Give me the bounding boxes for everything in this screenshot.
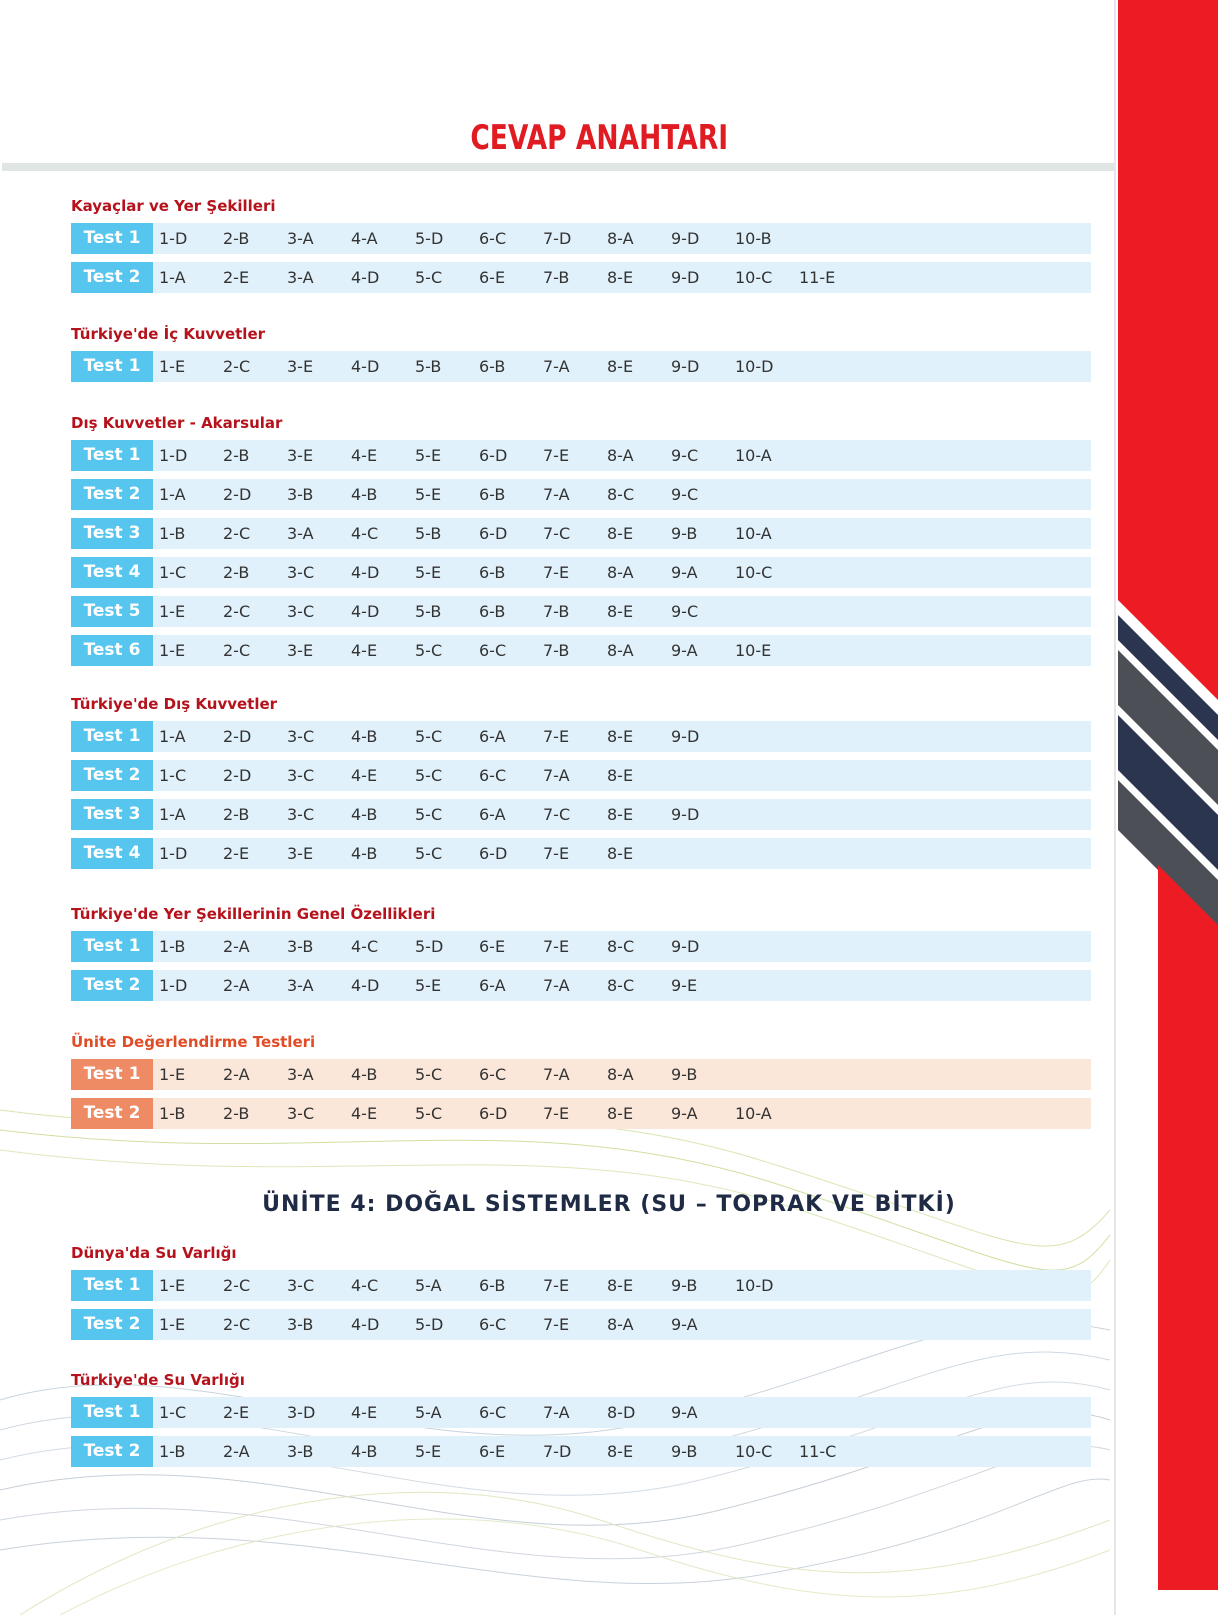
answer: 10-C — [735, 563, 773, 582]
test-label: Test 1 — [71, 351, 153, 382]
answer: 7-C — [543, 805, 571, 824]
answer: 6-B — [479, 602, 506, 621]
answer: 3-C — [287, 563, 315, 582]
unit-title: ÜNİTE 4: DOĞAL SİSTEMLER (SU – TOPRAK VE BİTKİ) — [262, 1192, 956, 1217]
answer: 8-A — [607, 1315, 634, 1334]
section-dis-kuvvetler-akarsular — [71, 410, 1091, 674]
answer: 3-C — [287, 1104, 315, 1123]
answer: 7-E — [543, 1315, 570, 1334]
answer: 2-A — [223, 1065, 250, 1084]
answer: 7-C — [543, 524, 571, 543]
answer-row — [71, 440, 1091, 471]
section-heading: Kayaçlar ve Yer Şekilleri — [71, 197, 276, 215]
answer: 5-E — [415, 446, 442, 465]
answer: 5-E — [415, 485, 442, 504]
answer: 4-C — [351, 1276, 379, 1295]
test-label: Test 1 — [71, 1270, 153, 1301]
answer: 7-B — [543, 268, 570, 287]
answer: 3-B — [287, 937, 314, 956]
answer: 8-E — [607, 727, 634, 746]
answer: 4-B — [351, 1442, 378, 1461]
answer: 9-C — [671, 485, 699, 504]
answer: 3-C — [287, 602, 315, 621]
answer: 2-A — [223, 976, 250, 995]
answer: 5-E — [415, 976, 442, 995]
answer: 6-E — [479, 1442, 506, 1461]
answer: 1-D — [159, 229, 188, 248]
answer: 5-E — [415, 563, 442, 582]
answer: 3-A — [287, 229, 314, 248]
answer-row — [71, 596, 1091, 627]
answer: 1-B — [159, 937, 186, 956]
section-kayaclar — [71, 193, 1091, 301]
answer: 9-D — [671, 727, 700, 746]
answer: 2-C — [223, 641, 251, 660]
answer: 10-D — [735, 1276, 774, 1295]
section-ic-kuvvetler — [71, 321, 1091, 390]
answer: 8-E — [607, 766, 634, 785]
answer-row — [71, 1397, 1091, 1428]
answer: 6-C — [479, 641, 507, 660]
answer: 6-B — [479, 1276, 506, 1295]
answer: 3-B — [287, 1442, 314, 1461]
test-label: Test 4 — [71, 557, 153, 588]
section-heading: Türkiye'de Su Varlığı — [71, 1371, 245, 1389]
answer: 9-B — [671, 1276, 698, 1295]
answer: 7-B — [543, 602, 570, 621]
answer: 6-A — [479, 805, 506, 824]
answer-row — [71, 931, 1091, 962]
answer: 10-C — [735, 1442, 773, 1461]
answer: 7-A — [543, 766, 570, 785]
answer: 7-D — [543, 1442, 572, 1461]
answer: 1-C — [159, 563, 187, 582]
section-unite-degerlendirme — [71, 1029, 1091, 1137]
answer-row — [71, 223, 1091, 254]
answer: 4-D — [351, 1315, 380, 1334]
answer: 8-A — [607, 641, 634, 660]
answer-row — [71, 518, 1091, 549]
answer-row — [71, 970, 1091, 1001]
answer: 5-C — [415, 641, 443, 660]
answer: 2-E — [223, 1403, 250, 1422]
answer: 2-E — [223, 268, 250, 287]
answer: 5-A — [415, 1276, 442, 1295]
answer: 5-C — [415, 268, 443, 287]
title-divider — [2, 163, 1114, 171]
answer: 6-D — [479, 524, 508, 543]
answer: 8-E — [607, 1104, 634, 1123]
answer-row — [71, 1270, 1091, 1301]
answer: 7-A — [543, 1403, 570, 1422]
answer: 3-B — [287, 1315, 314, 1334]
test-label: Test 4 — [71, 838, 153, 869]
answer: 10-A — [735, 1104, 772, 1123]
answer: 6-D — [479, 844, 508, 863]
answer-row — [71, 838, 1091, 869]
answer: 5-B — [415, 602, 442, 621]
answer: 4-E — [351, 641, 378, 660]
answer: 8-A — [607, 563, 634, 582]
answer: 2-A — [223, 1442, 250, 1461]
answer: 5-B — [415, 357, 442, 376]
test-label: Test 6 — [71, 635, 153, 666]
answer: 1-C — [159, 766, 187, 785]
answer: 9-B — [671, 1065, 698, 1084]
answer: 4-B — [351, 1065, 378, 1084]
answer: 4-E — [351, 1104, 378, 1123]
page-title: CEVAP ANAHTARI — [470, 118, 729, 158]
answer: 6-C — [479, 1315, 507, 1334]
answer: 8-C — [607, 937, 635, 956]
answer: 1-A — [159, 485, 186, 504]
test-label: Test 1 — [71, 1059, 153, 1090]
answer: 5-C — [415, 805, 443, 824]
answer: 9-D — [671, 937, 700, 956]
answer: 9-B — [671, 524, 698, 543]
answer: 3-E — [287, 844, 314, 863]
side-stripe-decoration — [1114, 0, 1218, 1615]
answer: 5-A — [415, 1403, 442, 1422]
answer: 3-A — [287, 976, 314, 995]
answer: 4-A — [351, 229, 378, 248]
answer: 3-C — [287, 1276, 315, 1295]
answer: 4-E — [351, 1403, 378, 1422]
answer: 1-A — [159, 268, 186, 287]
answer: 2-C — [223, 1276, 251, 1295]
answer: 11-E — [799, 268, 836, 287]
answer: 1-E — [159, 1065, 186, 1084]
answer-row — [71, 760, 1091, 791]
answer: 5-D — [415, 1315, 444, 1334]
section-heading: Türkiye'de İç Kuvvetler — [71, 325, 266, 343]
answer: 7-E — [543, 563, 570, 582]
answer: 6-B — [479, 563, 506, 582]
answer: 1-A — [159, 805, 186, 824]
answer: 3-C — [287, 805, 315, 824]
answer: 1-D — [159, 446, 188, 465]
answer: 10-C — [735, 268, 773, 287]
answer: 2-B — [223, 1104, 250, 1123]
answer: 6-E — [479, 937, 506, 956]
answer: 9-C — [671, 446, 699, 465]
answer: 1-D — [159, 844, 188, 863]
answer: 9-C — [671, 602, 699, 621]
answer: 5-C — [415, 766, 443, 785]
test-label: Test 5 — [71, 596, 153, 627]
test-label: Test 3 — [71, 799, 153, 830]
answer: 5-C — [415, 1104, 443, 1123]
test-label: Test 2 — [71, 479, 153, 510]
answer: 10-D — [735, 357, 774, 376]
answer: 9-D — [671, 357, 700, 376]
wave-lines-decoration — [0, 1110, 1110, 1615]
answer: 3-B — [287, 485, 314, 504]
answer: 1-B — [159, 1104, 186, 1123]
answer: 8-C — [607, 976, 635, 995]
answer: 6-B — [479, 357, 506, 376]
answer: 5-D — [415, 229, 444, 248]
answer-row — [71, 1059, 1091, 1090]
answer: 2-C — [223, 602, 251, 621]
answer: 9-A — [671, 1315, 698, 1334]
answer: 4-D — [351, 563, 380, 582]
answer: 8-E — [607, 268, 634, 287]
answer: 5-E — [415, 1442, 442, 1461]
answer: 9-D — [671, 229, 700, 248]
answer: 3-C — [287, 766, 315, 785]
answer: 8-A — [607, 229, 634, 248]
answer: 4-E — [351, 446, 378, 465]
answer: 8-C — [607, 485, 635, 504]
answer-row — [71, 721, 1091, 752]
answer: 1-A — [159, 727, 186, 746]
answer: 1-D — [159, 976, 188, 995]
test-label: Test 3 — [71, 518, 153, 549]
answer: 4-C — [351, 937, 379, 956]
test-label: Test 1 — [71, 223, 153, 254]
answer: 4-B — [351, 485, 378, 504]
answer: 2-C — [223, 357, 251, 376]
test-label: Test 1 — [71, 721, 153, 752]
answer: 6-A — [479, 727, 506, 746]
answer: 7-A — [543, 485, 570, 504]
answer-row — [71, 557, 1091, 588]
answer: 4-D — [351, 268, 380, 287]
test-label: Test 1 — [71, 440, 153, 471]
answer-row — [71, 635, 1091, 666]
section-heading: Türkiye'de Yer Şekillerinin Genel Özellikleri — [71, 905, 436, 923]
answer: 7-A — [543, 976, 570, 995]
test-label: Test 1 — [71, 1397, 153, 1428]
answer: 3-E — [287, 357, 314, 376]
answer: 9-D — [671, 268, 700, 287]
answer: 9-A — [671, 641, 698, 660]
answer: 2-D — [223, 727, 252, 746]
answer: 5-D — [415, 937, 444, 956]
answer: 8-D — [607, 1403, 636, 1422]
answer: 7-E — [543, 844, 570, 863]
answer: 1-E — [159, 1276, 186, 1295]
answer: 6-E — [479, 268, 506, 287]
answer: 8-E — [607, 805, 634, 824]
section-turkiye-dis-kuvvetler — [71, 691, 1091, 877]
answer: 8-E — [607, 1442, 634, 1461]
answer: 2-B — [223, 446, 250, 465]
answer: 4-B — [351, 844, 378, 863]
answer: 8-E — [607, 844, 634, 863]
answer: 1-E — [159, 1315, 186, 1334]
answer: 2-D — [223, 766, 252, 785]
section-heading: Dış Kuvvetler - Akarsular — [71, 414, 283, 432]
answer: 1-E — [159, 602, 186, 621]
answer: 7-E — [543, 937, 570, 956]
answer: 7-D — [543, 229, 572, 248]
answer: 1-E — [159, 641, 186, 660]
answer: 6-C — [479, 229, 507, 248]
answer: 8-E — [607, 357, 634, 376]
answer: 2-B — [223, 563, 250, 582]
answer: 8-A — [607, 446, 634, 465]
answer: 9-E — [671, 976, 698, 995]
answer-row — [71, 799, 1091, 830]
answer-row — [71, 1309, 1091, 1340]
answer: 6-C — [479, 1065, 507, 1084]
test-label: Test 2 — [71, 1309, 153, 1340]
answer: 6-C — [479, 766, 507, 785]
answer: 2-C — [223, 1315, 251, 1334]
answer: 7-E — [543, 446, 570, 465]
answer: 2-C — [223, 524, 251, 543]
answer: 4-D — [351, 976, 380, 995]
answer: 3-D — [287, 1403, 316, 1422]
answer: 3-A — [287, 524, 314, 543]
test-label: Test 2 — [71, 1098, 153, 1129]
answer: 3-E — [287, 641, 314, 660]
answer: 6-B — [479, 485, 506, 504]
answer-row — [71, 1436, 1091, 1467]
answer: 9-A — [671, 1403, 698, 1422]
answer: 7-E — [543, 1104, 570, 1123]
answer: 6-C — [479, 1403, 507, 1422]
section-yer-sekilleri-genel — [71, 901, 1091, 1009]
test-label: Test 2 — [71, 760, 153, 791]
answer-row — [71, 479, 1091, 510]
answer: 9-A — [671, 1104, 698, 1123]
section-turkiye-su-varligi — [71, 1367, 1091, 1475]
answer: 6-D — [479, 446, 508, 465]
answer: 7-B — [543, 641, 570, 660]
answer: 7-A — [543, 357, 570, 376]
answer: 5-B — [415, 524, 442, 543]
answer: 8-E — [607, 524, 634, 543]
section-dunya-su-varligi — [71, 1240, 1091, 1348]
answer: 10-E — [735, 641, 772, 660]
answer: 8-E — [607, 602, 634, 621]
answer: 2-B — [223, 229, 250, 248]
answer: 10-A — [735, 446, 772, 465]
answer: 2-E — [223, 844, 250, 863]
answer: 7-E — [543, 727, 570, 746]
answer: 7-A — [543, 1065, 570, 1084]
answer: 11-C — [799, 1442, 837, 1461]
answer: 4-C — [351, 524, 379, 543]
answer: 10-A — [735, 524, 772, 543]
answer: 9-B — [671, 1442, 698, 1461]
test-label: Test 2 — [71, 262, 153, 293]
answer: 8-A — [607, 1065, 634, 1084]
answer: 6-D — [479, 1104, 508, 1123]
answer: 1-C — [159, 1403, 187, 1422]
section-heading: Dünya'da Su Varlığı — [71, 1244, 237, 1262]
answer: 4-E — [351, 766, 378, 785]
answer: 3-A — [287, 1065, 314, 1084]
answer: 3-E — [287, 446, 314, 465]
answer: 5-C — [415, 727, 443, 746]
answer: 9-A — [671, 563, 698, 582]
answer: 2-A — [223, 937, 250, 956]
answer: 1-B — [159, 1442, 186, 1461]
answer: 7-E — [543, 1276, 570, 1295]
answer: 5-C — [415, 844, 443, 863]
answer: 6-A — [479, 976, 506, 995]
answer: 4-D — [351, 357, 380, 376]
answer-row — [71, 262, 1091, 293]
answer: 5-C — [415, 1065, 443, 1084]
answer-row — [71, 351, 1091, 382]
answer: 3-C — [287, 727, 315, 746]
answer: 4-B — [351, 727, 378, 746]
answer-row — [71, 1098, 1091, 1129]
section-heading: Türkiye'de Dış Kuvvetler — [71, 695, 278, 713]
answer: 1-E — [159, 357, 186, 376]
answer: 3-A — [287, 268, 314, 287]
test-label: Test 2 — [71, 1436, 153, 1467]
answer: 4-B — [351, 805, 378, 824]
section-heading: Ünite Değerlendirme Testleri — [71, 1033, 316, 1051]
answer: 10-B — [735, 229, 772, 248]
answer: 2-D — [223, 485, 252, 504]
answer: 8-E — [607, 1276, 634, 1295]
test-label: Test 1 — [71, 931, 153, 962]
answer: 2-B — [223, 805, 250, 824]
answer: 4-D — [351, 602, 380, 621]
test-label: Test 2 — [71, 970, 153, 1001]
answer: 9-D — [671, 805, 700, 824]
answer: 1-B — [159, 524, 186, 543]
